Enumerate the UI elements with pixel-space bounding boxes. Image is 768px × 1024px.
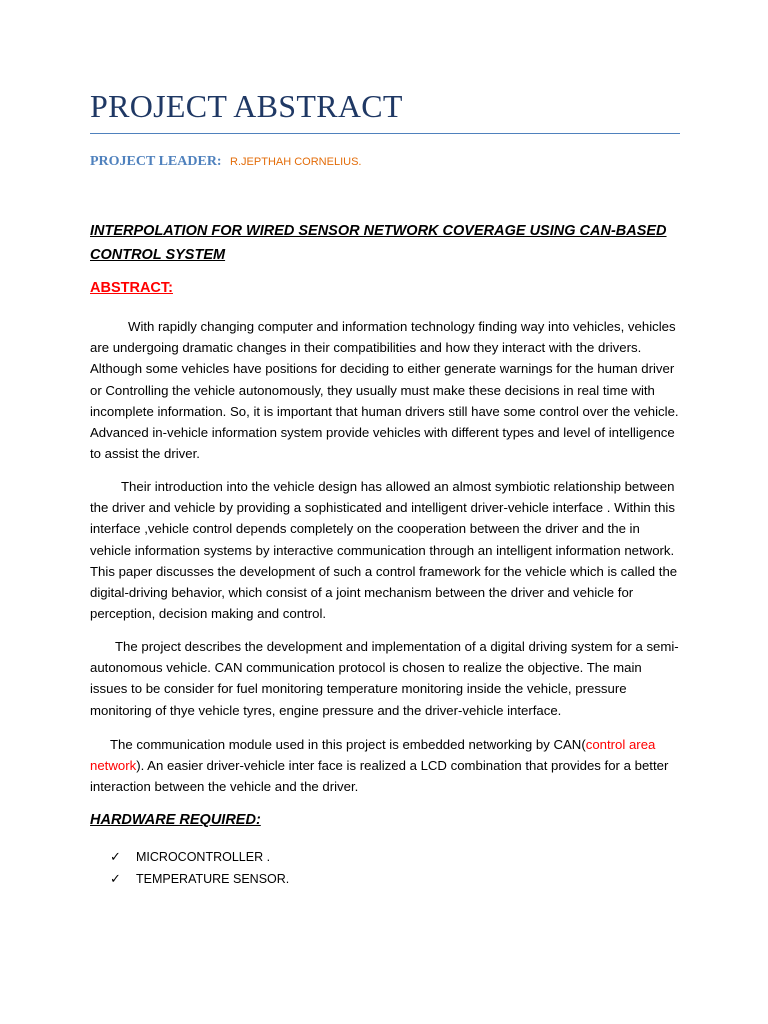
project-leader-label: PROJECT LEADER: [90,154,222,169]
checkmark-icon: ✓ [110,871,121,886]
abstract-paragraph-3: The project describes the development and implementation of a digital driving system for a semi-autonomous vehicle. CAN communication protocol is chosen to realize the objective. The main issues to be consider for fuel monitoring temperature monitoring inside the vehicle, pressure monitoring of thye vehicle tyres, engine pressure and the driver-vehicle interface. [90,639,679,718]
paragraph-4-highlight: control area network [90,737,656,774]
paragraph-4-text-end: ). An easier driver-vehicle inter face is realized a LCD combination that provides for a better interaction between the vehicle and the driver. [90,758,669,795]
paragraph-4-text-start: The communication module used in this project is embedded networking by CAN( [110,737,586,752]
abstract-paragraph-1: With rapidly changing computer and information technology finding way into vehicles, vehicles are undergoing dramatic changes in their compatibilities and how they interact with the drivers. Although some vehicles have positions for deciding to either generate warnings for the human driver or Controlling the vehicle autonomously, they usually must make these decisions in real time with incomplete information. So, it is important that human drivers still have some control over the vehicle. Advanced in-vehicle information system provide vehicles with different types and level of intelligence to assist the driver. [90,319,679,462]
project-leader-line [90,152,361,170]
abstract-heading: ABSTRACT: [90,280,173,296]
hardware-item-label: MICROCONTROLLER . [136,850,271,864]
list-item [110,868,289,890]
project-leader-name: R.JEPTHAH CORNELIUS. [230,156,362,168]
checkmark-icon: ✓ [110,849,121,864]
hardware-heading: HARDWARE REQUIRED: [90,812,261,828]
abstract-paragraph-2: Their introduction into the vehicle design has allowed an almost symbiotic relationship between the driver and vehicle by providing a sophisticated and intelligent driver-vehicle interface . Within this interface ,vehicle control depends completely on the cooperation between the driver and the in vehicle information systems by interactive communication through an intelligent information network. This paper discusses the development of such a control framework for the vehicle which is called the digital-driving behavior, which consist of a joint mechanism between the driver and vehicle for perception, decision making and control. [90,479,678,622]
project-heading: INTERPOLATION FOR WIRED SENSOR NETWORK COVERAGE USING CAN-BASED CONTROL SYSTEM [90,223,667,263]
document-title: PROJECT ABSTRACT [90,88,403,124]
hardware-item-label: TEMPERATURE SENSOR. [136,872,290,886]
hardware-list [110,846,289,890]
abstract-paragraph-4 [90,734,680,798]
title-divider [90,133,680,134]
document-page [90,0,680,1024]
list-item [110,846,289,868]
